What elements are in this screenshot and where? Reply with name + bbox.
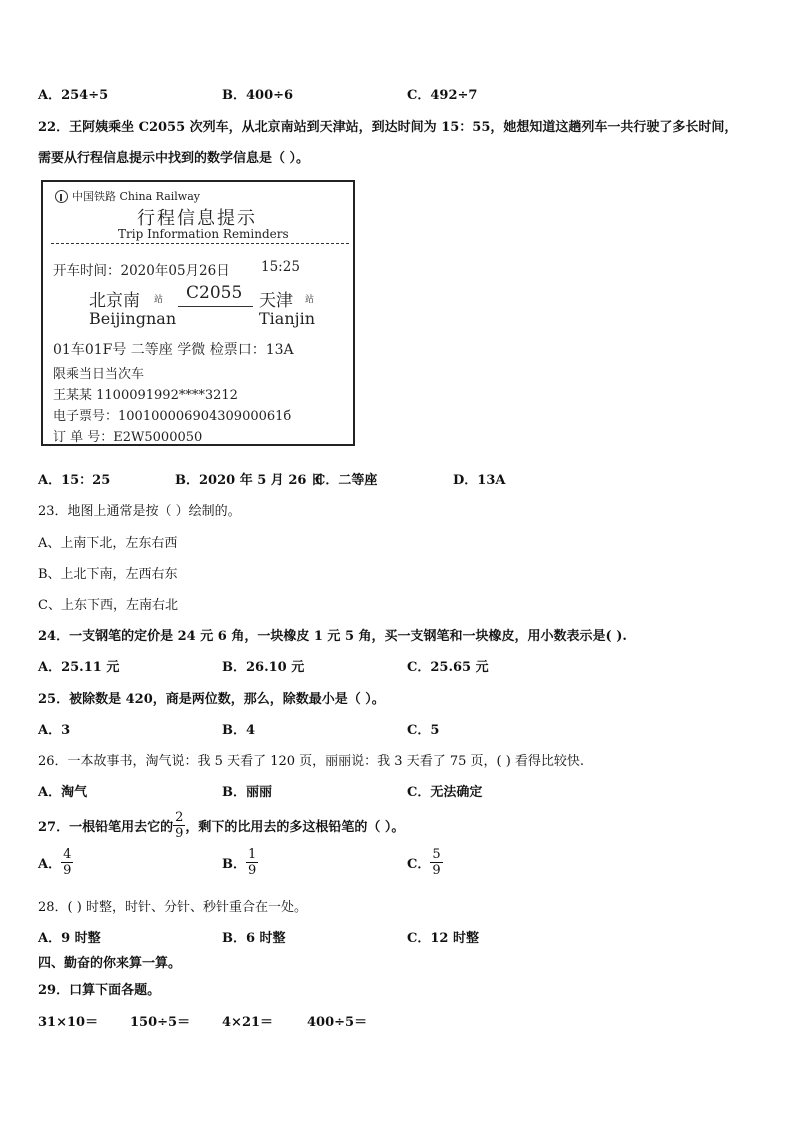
q21-option-b: B．400÷6 bbox=[222, 88, 294, 103]
q27-option-c bbox=[407, 847, 443, 878]
q28-option-a: A．9 时整 bbox=[38, 931, 101, 946]
fraction-numerator: 1 bbox=[248, 847, 257, 862]
q27-stem-fraction bbox=[173, 810, 185, 841]
fraction-denominator: 9 bbox=[432, 863, 441, 878]
option-fraction bbox=[430, 847, 442, 878]
ticket-title-en: Trip Information Reminders bbox=[118, 227, 289, 241]
fraction-numerator: 5 bbox=[432, 847, 441, 862]
q24-option-a: A．25.11 元 bbox=[38, 660, 120, 675]
ticket-title-cn: 行程信息提示 bbox=[137, 208, 257, 229]
q28-stem: 28．( ) 时整，时针、分针、秒针重合在一处。 bbox=[38, 900, 307, 915]
option-fraction bbox=[246, 847, 258, 878]
ticket-departure: 开车时间：2020年05月26日 bbox=[53, 263, 230, 279]
q26-stem: 26．一本故事书，淘气说：我 5 天看了 120 页，丽丽说：我 3 天看了 75 页，( ) 看得比较快. bbox=[38, 754, 585, 769]
ticket-from-en: Beijingnan bbox=[89, 309, 177, 328]
ticket-eticket-number: 电子票号：10010000690430900061б bbox=[53, 409, 292, 424]
q21-option-c: C．492÷7 bbox=[407, 88, 478, 103]
q24-stem: 24．一支钢笔的定价是 24 元 6 角，一块橡皮 1 元 5 角，买一支钢笔和一块橡皮，用小数表示是( ). bbox=[38, 629, 627, 644]
q23-option-c: C、上东下西，左南右北 bbox=[38, 598, 178, 613]
q27-stem-end: ，剩下的比用去的多这根铅笔的（ ）。 bbox=[185, 819, 405, 835]
q29-stem: 29．口算下面各题。 bbox=[38, 983, 161, 998]
fraction-denominator: 9 bbox=[248, 863, 257, 878]
ticket-time: 15:25 bbox=[261, 259, 300, 275]
q22-stem-line2: 需要从行程信息提示中找到的数学信息是（ ）。 bbox=[38, 151, 310, 166]
q28-option-c: C．12 时整 bbox=[407, 931, 479, 946]
q21-option-a: A．254÷5 bbox=[38, 88, 109, 103]
ticket-limit: 限乘当日当次车 bbox=[53, 367, 145, 382]
q29-item-1: 31×10＝ bbox=[38, 1015, 99, 1030]
ticket-passenger: 王某某 1100091992****3212 bbox=[53, 388, 238, 403]
q22-option-a: A．15：25 bbox=[38, 473, 111, 488]
q27-stem-start: 27．一根铅笔用去它的 bbox=[38, 819, 174, 835]
fraction-denominator: 9 bbox=[175, 825, 184, 841]
q22-option-c: C．二等座 bbox=[315, 473, 378, 488]
q27-stem bbox=[38, 808, 404, 842]
q22-option-d: D．13A bbox=[453, 473, 506, 488]
q22-stem-line1: 22．王阿姨乘坐 C2055 次列车，从北京南站到天津站，到达时间为 15：55，她想知道这趟列车一共行驶了多长时间， bbox=[38, 120, 738, 135]
q25-option-a: A．3 bbox=[38, 723, 71, 738]
q24-option-c: C．25.65 元 bbox=[407, 660, 489, 675]
q24-option-b: B．26.10 元 bbox=[222, 660, 305, 675]
option-label: C． bbox=[407, 857, 431, 872]
ticket-to-station: 天津 bbox=[259, 291, 293, 311]
q23-stem: 23．地图上通常是按（ ）绘制的。 bbox=[38, 504, 241, 519]
ticket-from-station: 北京南 bbox=[89, 291, 140, 311]
ticket-to-suffix: 站 bbox=[305, 295, 315, 305]
ticket-dashed-divider bbox=[51, 243, 349, 244]
q25-stem: 25．被除数是 420，商是两位数，那么，除数最小是（ ）。 bbox=[38, 692, 385, 707]
q27-option-a bbox=[38, 847, 73, 878]
trip-info-ticket bbox=[41, 180, 355, 446]
q25-option-b: B．4 bbox=[222, 723, 256, 738]
china-railway-logo-icon bbox=[55, 190, 68, 203]
q26-option-a: A．淘气 bbox=[38, 785, 88, 800]
ticket-seat-info: 01车01F号 二等座 学微 检票口：13A bbox=[53, 342, 294, 358]
q29-item-4: 400÷5＝ bbox=[307, 1015, 368, 1030]
q27-option-b bbox=[222, 847, 258, 878]
ticket-from-suffix: 站 bbox=[154, 295, 164, 305]
q29-item-2: 150÷5＝ bbox=[130, 1015, 191, 1030]
fraction-numerator: 2 bbox=[175, 809, 184, 825]
q28-option-b: B．6 时整 bbox=[222, 931, 286, 946]
ticket-brand: 中国铁路 China Railway bbox=[72, 190, 200, 203]
ticket-train-line bbox=[178, 306, 253, 307]
q26-option-b: B．丽丽 bbox=[222, 785, 272, 800]
option-fraction bbox=[61, 847, 73, 878]
q22-option-b: B．2020 年 5 月 26 日 bbox=[175, 473, 324, 488]
option-label: A． bbox=[38, 857, 62, 872]
fraction-denominator: 9 bbox=[63, 863, 72, 878]
fraction-numerator: 4 bbox=[63, 847, 72, 862]
section-4-heading: 四、勤奋的你来算一算。 bbox=[38, 956, 182, 971]
ticket-train-number: C2055 bbox=[186, 283, 243, 303]
ticket-to-en: Tianjin bbox=[259, 309, 316, 328]
q23-option-a: A、上南下北，左东右西 bbox=[38, 536, 178, 551]
q26-option-c: C．无法确定 bbox=[407, 785, 483, 800]
q25-option-c: C．5 bbox=[407, 723, 440, 738]
q29-item-3: 4×21＝ bbox=[222, 1015, 274, 1030]
option-label: B． bbox=[222, 857, 246, 872]
ticket-order-number: 订 单 号：E2W5000050 bbox=[53, 430, 203, 445]
q23-option-b: B、上北下南，左西右东 bbox=[38, 567, 178, 582]
